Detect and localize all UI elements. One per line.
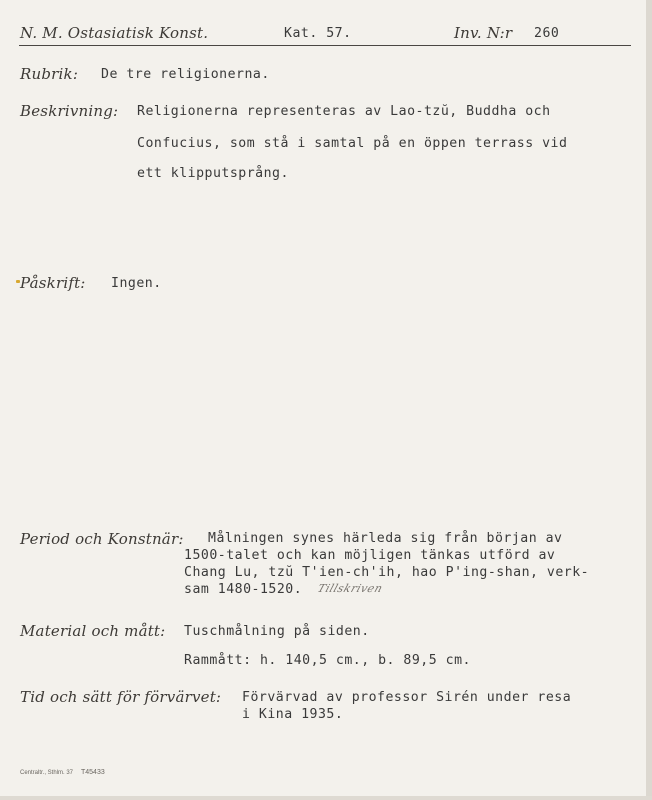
period-line-2: 1500-talet och kan möjligen tänkas utförd av	[184, 548, 556, 563]
header-rule	[19, 45, 631, 46]
card-edge-right	[646, 0, 652, 800]
paskrift-value: Ingen.	[111, 276, 162, 291]
beskrivning-line-3: ett klipputsprång.	[137, 166, 289, 181]
beskrivning-label: Beskrivning:	[20, 102, 119, 120]
beskrivning-line-2: Confucius, som stå i samtal på en öppen terrass vid	[137, 136, 568, 151]
rubrik-value: De tre religionerna.	[101, 67, 270, 82]
handwritten-note: Tillskriven	[315, 582, 385, 595]
card-edge-bottom	[0, 796, 652, 800]
beskrivning-line-1: Religionerna representeras av Lao-tzŭ, Buddha och	[137, 104, 551, 119]
inv-label: Inv. N:r	[454, 24, 513, 42]
tid-label: Tid och sätt för förvärvet:	[20, 688, 222, 706]
printer-imprint: Centraltr., Sthlm. 37	[20, 770, 74, 776]
period-line-4: sam 1480-1520.	[184, 582, 303, 597]
rubrik-label: Rubrik:	[20, 65, 79, 83]
period-line-1: Målningen synes härleda sig från början av	[208, 531, 563, 546]
museum-name: N. M. Ostasiatisk Konst.	[20, 24, 209, 42]
period-label: Period och Konstnär:	[20, 530, 184, 548]
inv-number: 260	[534, 26, 560, 41]
tid-line-2: i Kina 1935.	[242, 707, 344, 722]
tid-line-1: Förvärvad av professor Sirén under resa	[242, 690, 572, 705]
material-label: Material och mått:	[20, 622, 166, 640]
form-number: T45433	[81, 769, 105, 776]
paskrift-label: Påskrift:	[20, 274, 86, 292]
rammatt-value: Rammått: h. 140,5 cm., b. 89,5 cm.	[184, 653, 471, 668]
period-line-3: Chang Lu, tzŭ T'ien-ch'ih, hao P'ing-shan, verk-	[184, 565, 590, 580]
kat-number: Kat. 57.	[284, 26, 352, 41]
material-value: Tuschmålning på siden.	[184, 624, 370, 639]
